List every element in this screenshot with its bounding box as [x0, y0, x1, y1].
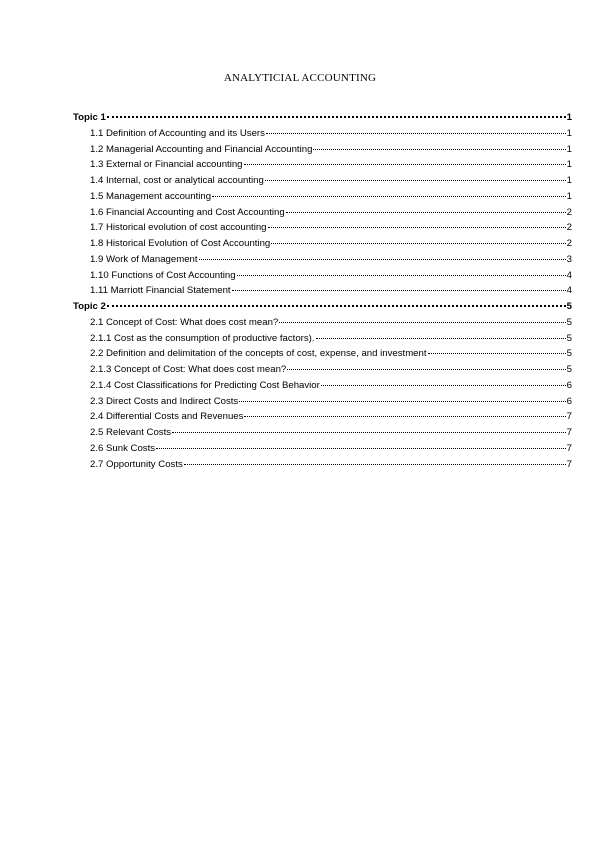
toc-entry[interactable] — [73, 205, 572, 221]
toc-entry[interactable] — [73, 220, 572, 236]
toc-page-number: 4 — [566, 285, 572, 297]
toc-entry-title: 1.8 Historical Evolution of Cost Accounting — [90, 238, 271, 249]
toc-dot-leader — [212, 196, 566, 197]
toc-page-number: 5 — [566, 301, 572, 312]
toc-entry[interactable] — [73, 173, 572, 189]
toc-entry-title: 1.1 Definition of Accounting and its Users — [90, 127, 265, 139]
toc-entry[interactable] — [73, 236, 572, 252]
toc-dot-leader — [184, 464, 566, 465]
toc-entry[interactable] — [73, 283, 572, 299]
toc-entry-title: 1.7 Historical evolution of cost accounting — [90, 222, 267, 234]
toc-entry[interactable] — [73, 315, 572, 331]
toc-page-number: 1 — [566, 112, 572, 123]
toc-dot-leader — [239, 401, 565, 402]
toc-page-number: 5 — [566, 316, 572, 328]
toc-entry-title: 2.1.1 Cost as the consumption of productive factors). — [90, 332, 315, 344]
toc-topic-entry[interactable] — [73, 299, 572, 315]
toc-dot-leader — [237, 275, 566, 276]
toc-page-number: 5 — [566, 348, 572, 360]
toc-entry[interactable] — [73, 268, 572, 284]
toc-entry[interactable] — [73, 252, 572, 268]
toc-entry-title: 1.6 Financial Accounting and Cost Accounting — [90, 206, 285, 218]
toc-entry-title: 2.3 Direct Costs and Indirect Costs — [90, 395, 239, 407]
toc-dot-leader — [313, 149, 565, 150]
toc-page-number: 7 — [566, 458, 572, 470]
toc-entry-title: 1.10 Functions of Cost Accounting — [90, 269, 236, 281]
toc-topic-entry[interactable] — [73, 110, 572, 126]
toc-entry-title: 1.11 Marriott Financial Statement — [90, 285, 231, 297]
toc-dot-leader — [199, 259, 566, 260]
toc-entry-title: 2.5 Relevant Costs — [90, 427, 172, 438]
toc-page-number: 4 — [566, 269, 572, 281]
toc-page-number: 1 — [566, 127, 572, 139]
toc-entry-title: 2.4 Differential Costs and Revenues — [90, 411, 244, 423]
toc-entry-title: Topic 2 — [73, 301, 106, 312]
toc-entry[interactable] — [73, 189, 572, 205]
toc-dot-leader — [172, 432, 566, 433]
toc-dot-leader — [265, 180, 566, 181]
toc-entry-title: 2.1.3 Concept of Cost: What does cost mean? — [90, 364, 287, 375]
toc-entry-title: 2.7 Opportunity Costs — [90, 458, 183, 470]
toc-entry[interactable] — [73, 346, 572, 362]
toc-entry-title: 1.2 Managerial Accounting and Financial Accounting — [90, 143, 313, 155]
toc-page-number: 5 — [566, 364, 572, 375]
toc-entry[interactable] — [73, 425, 572, 441]
toc-page-number: 2 — [566, 222, 572, 234]
toc-entry-title: 2.2 Definition and delimitation of the concepts of cost, expense, and investment — [90, 348, 427, 360]
toc-entry[interactable] — [73, 126, 572, 142]
toc-dot-leader — [316, 338, 566, 339]
toc-page-number: 5 — [566, 332, 572, 344]
toc-dot-leader — [107, 116, 566, 118]
toc-page-number: 7 — [566, 411, 572, 423]
toc-page-number: 6 — [566, 395, 572, 407]
toc-page-number: 7 — [566, 442, 572, 454]
toc-page-number: 2 — [566, 206, 572, 218]
toc-page-number: 1 — [566, 159, 572, 171]
toc-dot-leader — [107, 305, 566, 307]
toc-dot-leader — [266, 133, 566, 134]
toc-page-number: 3 — [566, 253, 572, 265]
toc-entry[interactable] — [73, 441, 572, 457]
toc-entry-title: 2.1 Concept of Cost: What does cost mean? — [90, 316, 279, 328]
toc-dot-leader — [232, 290, 566, 291]
toc-dot-leader — [268, 227, 566, 228]
table-of-contents — [73, 110, 572, 472]
toc-entry-title: 2.6 Sunk Costs — [90, 442, 156, 454]
toc-entry-title: Topic 1 — [73, 112, 106, 123]
toc-entry-title: 1.5 Management accounting — [90, 190, 212, 202]
toc-page-number: 7 — [566, 427, 572, 438]
toc-dot-leader — [156, 448, 566, 449]
toc-page-number: 1 — [566, 175, 572, 186]
toc-dot-leader — [286, 212, 566, 213]
toc-page-number: 2 — [566, 238, 572, 249]
toc-page-number: 6 — [566, 379, 572, 391]
toc-entry-title: 1.3 External or Financial accounting — [90, 159, 243, 171]
toc-dot-leader — [287, 369, 565, 370]
toc-entry-title: 1.4 Internal, cost or analytical accounting — [90, 175, 264, 186]
toc-dot-leader — [244, 164, 566, 165]
toc-entry[interactable] — [73, 142, 572, 158]
toc-page-number: 1 — [566, 143, 572, 155]
toc-entry[interactable] — [73, 157, 572, 173]
toc-dot-leader — [279, 322, 565, 323]
toc-entry[interactable] — [73, 331, 572, 347]
toc-dot-leader — [244, 416, 565, 417]
toc-entry-title: 2.1.4 Cost Classifications for Predicting Cost Behavior — [90, 379, 320, 391]
toc-entry[interactable] — [73, 457, 572, 473]
toc-entry-title: 1.9 Work of Management — [90, 253, 198, 265]
toc-page-number: 1 — [566, 190, 572, 202]
toc-entry[interactable] — [73, 378, 572, 394]
toc-entry[interactable] — [73, 362, 572, 378]
toc-dot-leader — [271, 243, 565, 244]
document-title: ANALYTICIAL ACCOUNTING — [223, 72, 377, 84]
toc-dot-leader — [321, 385, 566, 386]
toc-entry[interactable] — [73, 409, 572, 425]
toc-entry[interactable] — [73, 394, 572, 410]
toc-dot-leader — [428, 353, 566, 354]
